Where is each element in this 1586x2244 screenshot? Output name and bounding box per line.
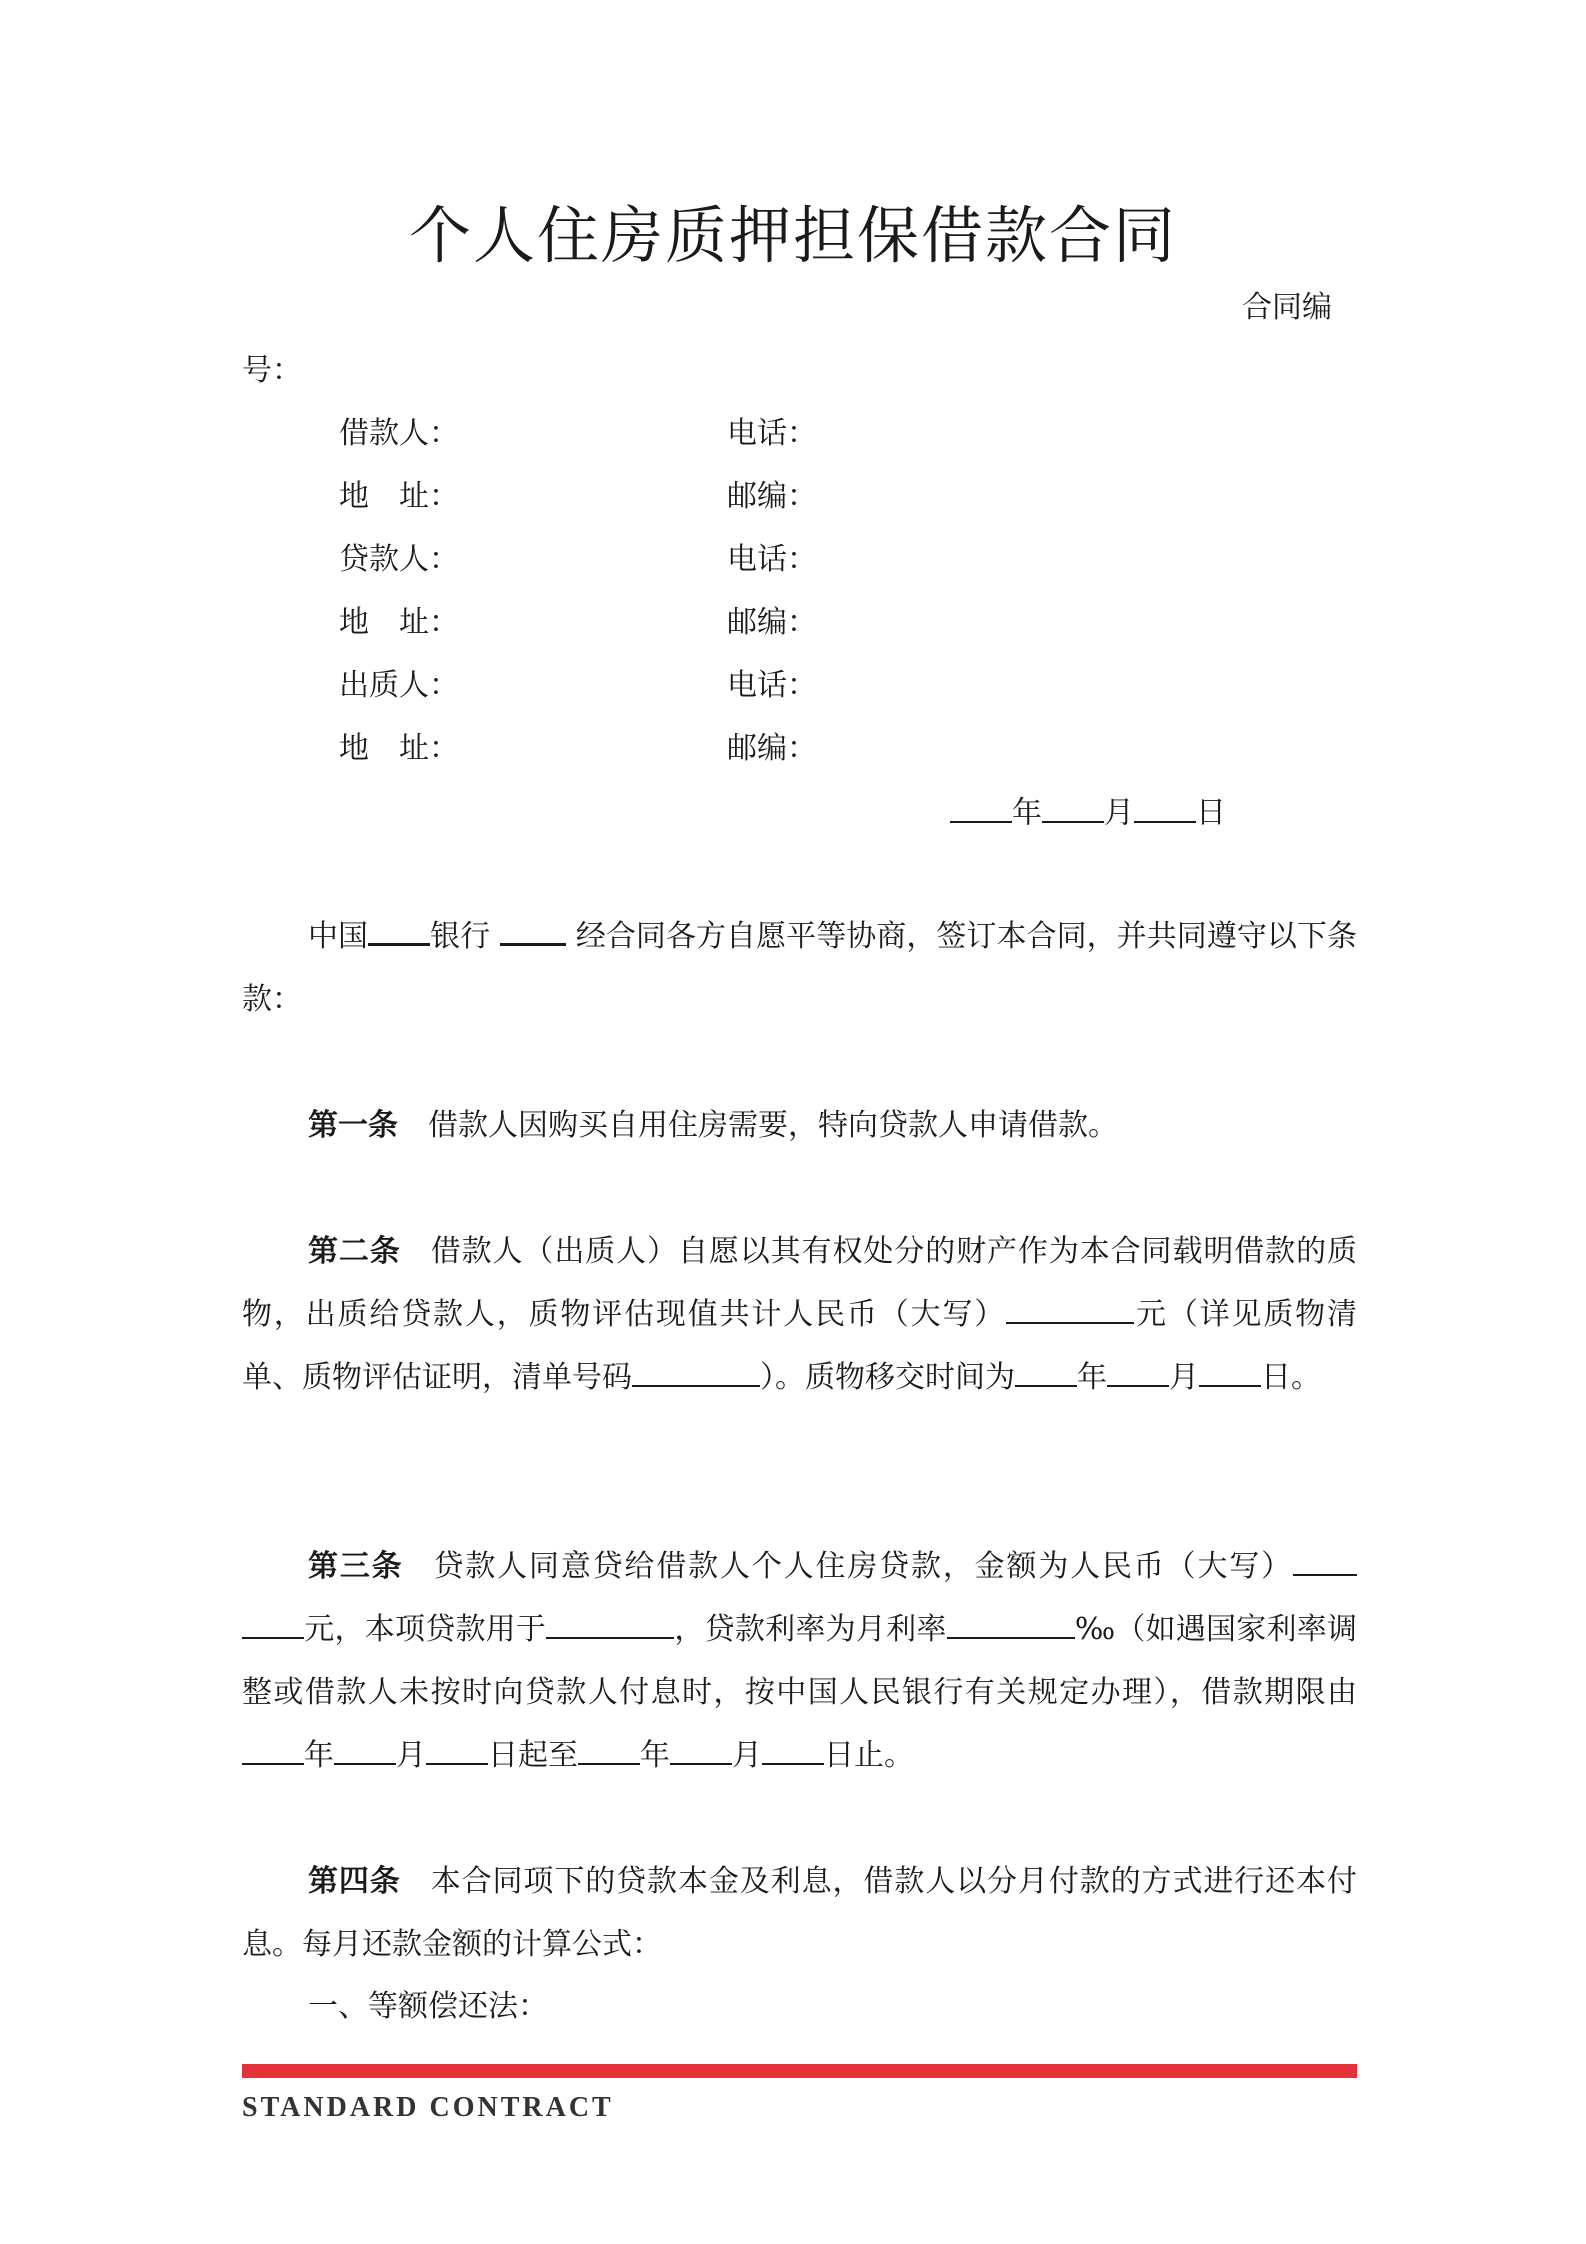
lender-address-label: 地 址： bbox=[339, 605, 459, 640]
article-3-text-c: ，贷款利率为月利率 bbox=[674, 1612, 947, 1647]
pledgor-address-label: 地 址： bbox=[339, 731, 459, 766]
year-label: 年 bbox=[1012, 795, 1042, 831]
month-blank[interactable] bbox=[1042, 792, 1104, 823]
article-2-month: 月 bbox=[1169, 1360, 1199, 1395]
lender-label: 贷款人： bbox=[339, 542, 459, 577]
article-4-sub-1: 一、等额偿还法： bbox=[308, 1989, 548, 2024]
article-2-text-c: ）。质物移交时间为 bbox=[760, 1360, 1015, 1395]
term-end-day-blank[interactable] bbox=[762, 1735, 824, 1766]
article-3-text-j: 日止。 bbox=[824, 1738, 914, 1773]
contract-number-label-cont: 号： bbox=[242, 353, 302, 388]
month-label: 月 bbox=[1104, 795, 1134, 831]
article-3-text-d: ‰（如遇国家利率调整或借款人未按时向贷款人付息时，按中国人民银行有关规定办理），借款期限由 bbox=[242, 1612, 1357, 1710]
article-3-text-a: 贷款人同意贷给借款人个人住房贷款，金额为人民币（大写） bbox=[433, 1549, 1293, 1584]
article-4-text: 本合同项下的贷款本金及利息，借款人以分月付款的方式进行还本付息。每月还款金额的计算公式： bbox=[242, 1864, 1357, 1962]
article-4-heading: 第四条 bbox=[308, 1864, 401, 1899]
footer-label: STANDARD CONTRACT bbox=[242, 2092, 614, 2123]
article-2-year: 年 bbox=[1077, 1360, 1107, 1395]
handover-day-blank[interactable] bbox=[1199, 1357, 1261, 1388]
article-3 bbox=[242, 1535, 1357, 1787]
article-3-year-1: 年 bbox=[304, 1738, 334, 1773]
intro-paragraph bbox=[242, 905, 1357, 1031]
year-blank[interactable] bbox=[950, 792, 1012, 823]
article-2-day: 日。 bbox=[1261, 1360, 1321, 1395]
borrower-postcode-label: 邮编： bbox=[727, 479, 817, 514]
branch-name-blank[interactable] bbox=[500, 915, 566, 947]
handover-year-blank[interactable] bbox=[1015, 1357, 1077, 1388]
document-title: 个人住房质押担保借款合同 bbox=[408, 199, 1177, 272]
loan-purpose-blank[interactable] bbox=[546, 1609, 674, 1640]
borrower-label: 借款人： bbox=[339, 416, 459, 451]
article-2-text-a: 借款人（出质人）自愿以其有权处分的财产作为本合同载明借款的质物，出质给贷款人，质物评估现值共计人民币（大写） bbox=[242, 1234, 1357, 1332]
borrower-phone-label: 电话： bbox=[727, 416, 817, 451]
list-number-blank[interactable] bbox=[632, 1357, 760, 1388]
article-3-text-b: 元，本项贷款用于 bbox=[304, 1612, 547, 1647]
pledge-value-blank[interactable] bbox=[1006, 1294, 1134, 1325]
intro-text-c: 经合同各方自愿平等协商，签订本合同，并共同遵守以下条款： bbox=[242, 919, 1357, 1017]
footer-accent-bar bbox=[242, 2064, 1357, 2078]
interest-rate-blank[interactable] bbox=[947, 1609, 1075, 1640]
article-2-heading: 第二条 bbox=[308, 1234, 401, 1269]
article-1-text: 借款人因购买自用住房需要，特向贷款人申请借款。 bbox=[428, 1108, 1118, 1143]
term-start-year-blank[interactable] bbox=[242, 1735, 304, 1766]
loan-amount-blank-2[interactable] bbox=[242, 1609, 304, 1640]
pledgor-postcode-label: 邮编： bbox=[727, 731, 817, 766]
term-start-month-blank[interactable] bbox=[334, 1735, 396, 1766]
article-3-text-g: 日起至 bbox=[488, 1738, 578, 1773]
article-3-month-1: 月 bbox=[396, 1738, 426, 1773]
loan-amount-blank-1[interactable] bbox=[1293, 1546, 1357, 1577]
pledgor-phone-label: 电话： bbox=[727, 668, 817, 703]
contract-number-label: 合同编 bbox=[1242, 290, 1332, 325]
term-end-year-blank[interactable] bbox=[578, 1735, 640, 1766]
article-4 bbox=[242, 1850, 1357, 1976]
bank-name-blank[interactable] bbox=[368, 915, 430, 947]
intro-text-b: 银行 bbox=[430, 919, 491, 954]
lender-phone-label: 电话： bbox=[727, 542, 817, 577]
article-2 bbox=[242, 1220, 1357, 1409]
borrower-address-label: 地 址： bbox=[339, 479, 459, 514]
lender-postcode-label: 邮编： bbox=[727, 605, 817, 640]
intro-text-a: 中国 bbox=[308, 919, 369, 954]
article-3-month-2: 月 bbox=[732, 1738, 762, 1773]
pledgor-label: 出质人： bbox=[339, 668, 459, 703]
date-line bbox=[950, 792, 1226, 834]
day-label: 日 bbox=[1196, 795, 1226, 831]
term-end-month-blank[interactable] bbox=[670, 1735, 732, 1766]
handover-month-blank[interactable] bbox=[1107, 1357, 1169, 1388]
article-3-year-2: 年 bbox=[640, 1738, 670, 1773]
article-1-heading: 第一条 bbox=[308, 1108, 398, 1143]
article-2-text-b: 元（详见质物清单、质物评估证明，清单号码 bbox=[242, 1297, 1358, 1395]
term-start-day-blank[interactable] bbox=[426, 1735, 488, 1766]
article-3-heading: 第三条 bbox=[308, 1549, 404, 1584]
article-1 bbox=[242, 1094, 1357, 1157]
day-blank[interactable] bbox=[1134, 792, 1196, 823]
